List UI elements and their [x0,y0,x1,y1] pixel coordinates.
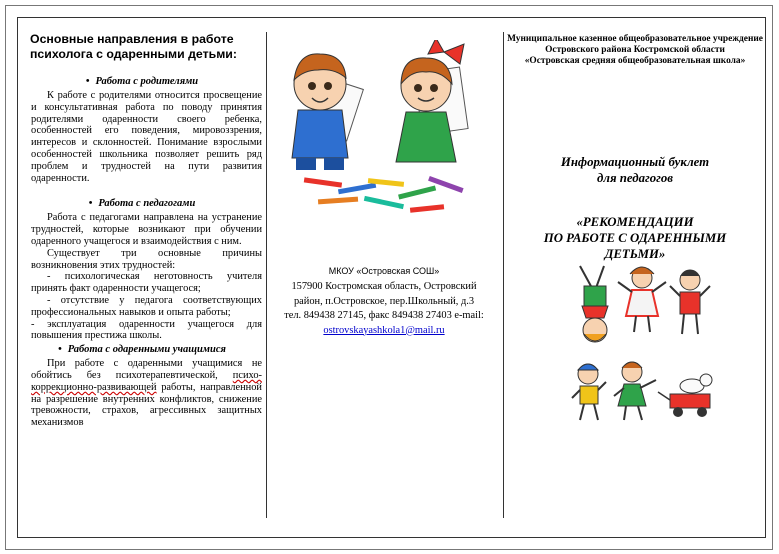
contact-phones: тел. 849438 27145, факс 849438 27403 e-mail: [284,310,484,321]
middle-panel [268,20,500,338]
section-teachers-reasons-intro: Существует три основные причины возникновения этих трудностей: [31,247,262,271]
organization-name [504,34,766,66]
school-address [268,280,500,338]
rec-line-3: ДЕТЬМИ» [604,247,666,262]
rec-line-1: «РЕКОМЕНДАЦИИ [576,215,694,230]
girl-polka-dress-icon [618,267,666,332]
org-line-2: Островского района Костромской области [545,44,725,55]
booklet-title-line-2: для педагогов [597,171,673,186]
section-students-text: При работе с одаренными учащимися не обойтись без психотерапевтической, психо-коррекционно-развивающей работы, направленной на разрешение внутренних конфликтов, снижение тревожности, страхов, агрессивных защитных механизмов [31,358,262,429]
section-teachers-reason-2: - отсутствие у педагога соответствующих профессиональных навыков и опыта работы; [31,294,262,318]
booklet-title [504,154,766,186]
section-teachers-reason-1: - психологическая неготовность учителя принять факт одаренности учащегося; [31,271,262,295]
children-with-papers-illustration [268,40,500,220]
section-parents-text: К работе с родителями относится просвещение и консультативная работа по поводу принятия родителями одаренности своего ребенка, особенностей его поведения, мировоззрения, интересов и склонностей. Понимание взрослыми особенностей школьника позволяет решить ряд проблем и трудностей на пути развития одаренности. [31,90,262,184]
section-teachers-reason-3: - эксплуатация одаренности учащегося для повышения престижа школы. [31,318,262,342]
booklet-title-line-1: Информационный буклет [560,155,710,170]
pencils-icon [304,176,464,213]
recommendations-title [504,214,766,262]
email-link[interactable]: ostrovskayashkola1@mail.ru [323,324,445,336]
section-teachers-title: • Работа с педагогами [88,198,196,210]
upside-down-kid-icon [580,266,608,342]
section-teachers-text: Работа с педагогами направлена на устранение трудностей, которые возникают при обучении одаренного учащегося и взаимодействия с ним. [31,212,262,247]
girl-drawing-icon [396,40,468,162]
dog-wagon-icon [658,374,712,417]
girl-green-dress-icon [614,362,656,420]
left-panel [22,32,262,429]
boy-red-shirt-icon [670,270,710,334]
rec-line-2: ПО РАБОТЕ С ОДАРЕННЫМИ [543,231,727,246]
section-parents-title: • Работа с родителями [85,76,199,87]
org-line-3: «Островская средняя общеобразовательная школа» [524,55,746,66]
playing-kids-illustration [570,262,720,422]
section-students-title: • Работа с одаренными учащимися [58,344,226,356]
address-line-2: район, п.Островское, пер.Школьный, д.3 [293,295,475,307]
left-panel-heading: Основные направления в работе психолога с одаренными детьми: [30,32,237,61]
school-short-name: МКОУ «Островская СОШ» [328,266,440,276]
right-panel [504,20,766,262]
org-line-1: Муниципальное казенное общеобразовательное учреждение [507,34,763,44]
boy-drawing-icon [292,54,363,170]
fold-divider-left [266,32,267,518]
boy-blue-cap-icon [572,364,606,420]
address-line-1: 157900 Костромская область, Островский [291,281,477,292]
